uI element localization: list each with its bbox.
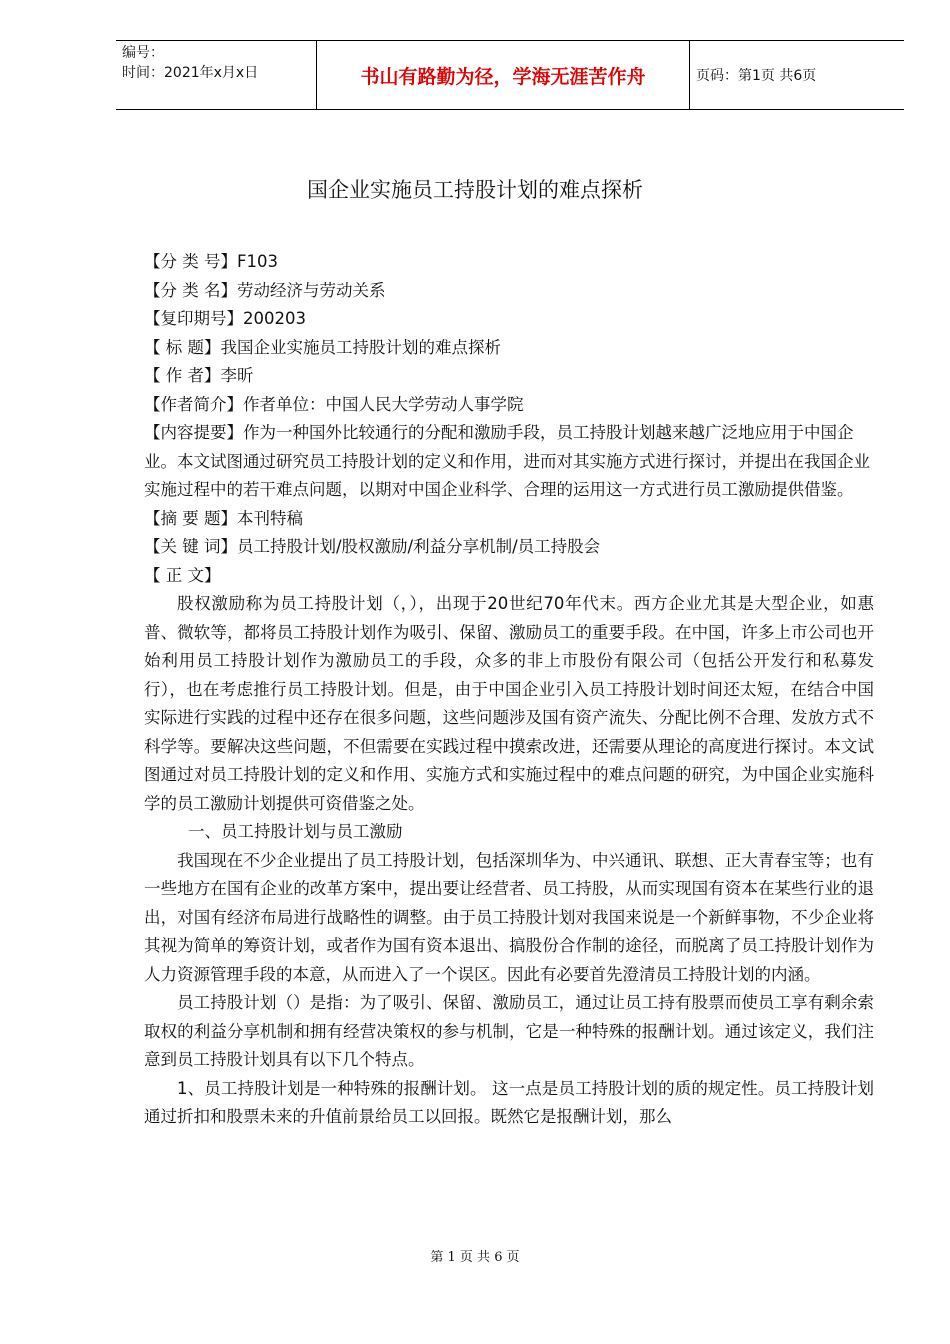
section-heading: 一、员工持股计划与员工激励 bbox=[188, 822, 403, 841]
page-footer: 第 1 页 共 6 页 bbox=[430, 1250, 520, 1265]
header-page-info: 页码：第1页 共6页 bbox=[696, 68, 817, 84]
meta-body-label: 【 正 文】 bbox=[144, 565, 221, 585]
meta-abstract: 【内容提要】作为一种国外比较通行的分配和激励手段，员工持股计划越来越广泛地应用于中国企业。本文试图通过研究员工持股计划的定义和作用，进而对其实施方式进行探讨，并提出在我国企业实施过程中的若干难点问题，以期对中国企业科学、合理的运用这一方式进行员工激励提供借鉴。 bbox=[144, 423, 870, 499]
meta-author-bio: 【作者简介】作者单位：中国人民大学劳动人事学院 bbox=[144, 394, 524, 414]
document-title: 国企业实施员工持股计划的难点探析 bbox=[307, 178, 643, 202]
meta-author: 【 作 者】李昕 bbox=[144, 366, 254, 385]
body-paragraph: 股权激励称为员工持股计划（，），出现于20世纪70年代末。西方企业尤其是大型企业，如惠普、微软等，都将员工持股计划作为吸引、保留、激励员工的重要手段。在中国，许多上市公司也开始利用员工持股计划作为激励员工的手段，众多的非上市股份有限公司（包括公开发行和私募发行），也在考虑推行员工持股计划。但是，由于中国企业引入员工持股计划时间还太短，在结合中国实际进行实践的过程中还存在很多问题，这些问题涉及国有资产流失、分配比例不合理、发放方式不科学等。要解决这些问题，不但需要在实践过程中摸索改进，还需要从理论的高度进行探讨。本文试图通过对员工持股计划的定义和作用、实施方式和实施过程中的难点问题的研究，为中国企业实施科学的员工激励计划提供可资借鉴之处。 bbox=[144, 594, 874, 813]
header-motto: 书山有路勤为径，学海无涯苦作舟 bbox=[316, 41, 690, 109]
time-label: 时间：2021年x月x日 bbox=[122, 65, 259, 81]
meta-summary: 【摘 要 题】本刊特稿 bbox=[144, 508, 303, 528]
body-paragraph: 1、员工持股计划是一种特殊的报酬计划。 这一点是员工持股计划的质的规定性。员工持股计划通过折扣和股票未来的升值前景给员工以回报。既然它是报酬计划，那么 bbox=[144, 1078, 874, 1126]
meta-reprint-no: 【复印期号】200203 bbox=[144, 309, 306, 328]
header-info bbox=[122, 43, 258, 83]
meta-keywords: 【关 键 词】员工持股计划/股权激励/利益分享机制/员工持股会 bbox=[144, 537, 601, 556]
meta-category-no: 【分 类 号】F103 bbox=[144, 252, 278, 271]
code-label: 编号： bbox=[122, 45, 164, 61]
body-paragraph: 我国现在不少企业提出了员工持股计划，包括深圳华为、中兴通讯、联想、正大青春宝等；也有一些地方在国有企业的改革方案中，提出要让经营者、员工持股，从而实现国有资本在某些行业的退出，对国有经济布局进行战略性的调整。由于员工持股计划对我国来说是一个新鲜事物，不少企业将其视为简单的筹资计划，或者作为国有资本退出、搞股份合作制的途径，而脱离了员工持股计划作为人力资源管理手段的本意，从而进入了一个误区。因此有必要首先澄清员工持股计划的内涵。 bbox=[144, 850, 874, 984]
page-header bbox=[116, 40, 904, 110]
meta-heading: 【 标 题】我国企业实施员工持股计划的难点探析 bbox=[144, 337, 501, 357]
document-body bbox=[144, 248, 874, 1132]
body-paragraph: 员工持股计划（）是指：为了吸引、保留、激励员工，通过让员工持有股票而使员工享有剩余索取权的利益分享机制和拥有经营决策权的参与机制，它是一种特殊的报酬计划。通过该定义，我们注意到员工持股计划具有以下几个特点。 bbox=[144, 993, 874, 1069]
meta-category-name: 【分 类 名】劳动经济与劳动关系 bbox=[144, 280, 386, 300]
